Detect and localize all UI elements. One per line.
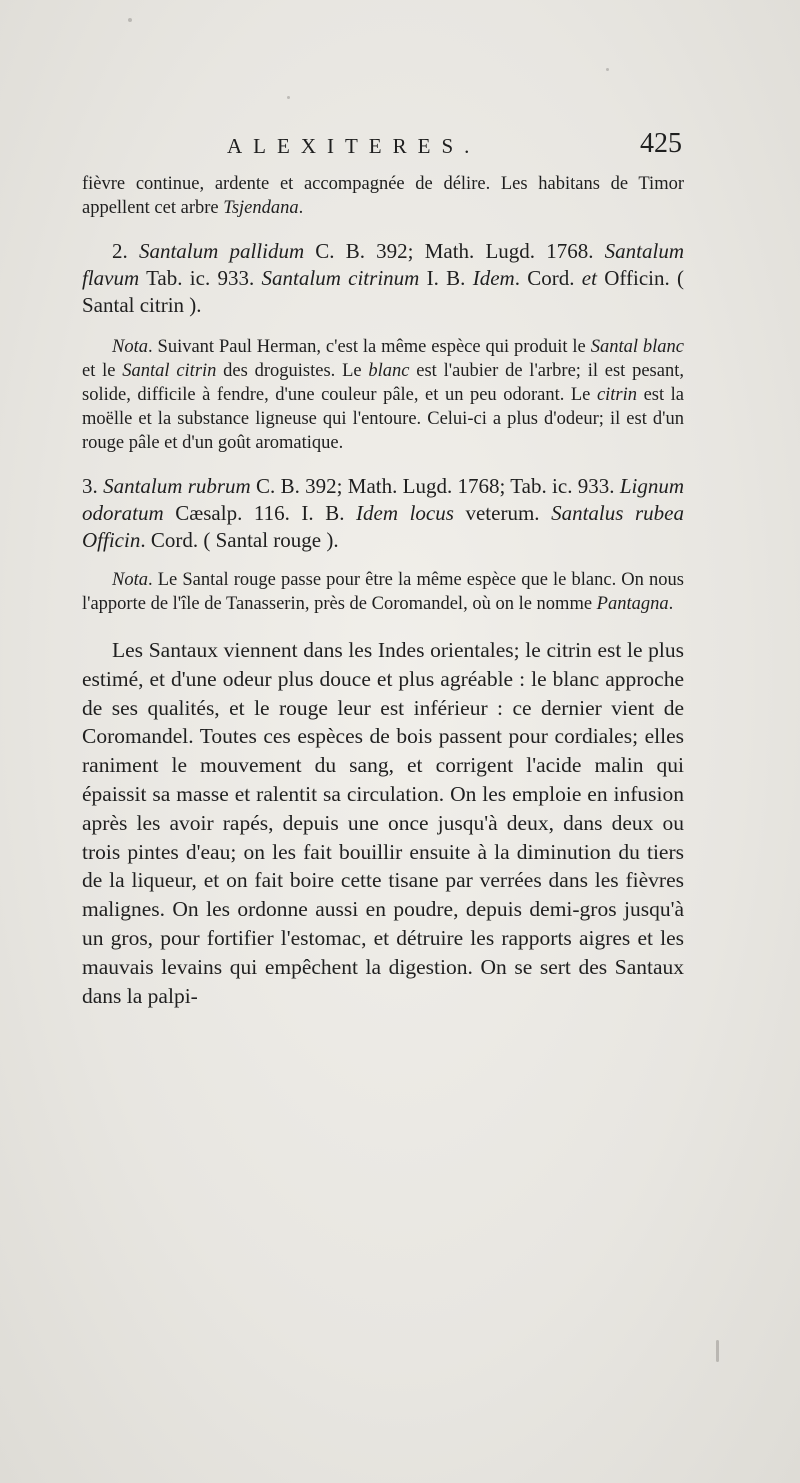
text-run: Officin. ( Santal citrin ). [82, 266, 685, 317]
ink-speck [606, 68, 609, 71]
text-run: des droguistes. Le [216, 361, 369, 381]
paragraph-nota-citrin [82, 335, 684, 455]
ink-speck [716, 1340, 719, 1362]
italic-text: et [581, 266, 597, 290]
italic-text: Santal citrin [122, 361, 217, 381]
paragraph-santaux [82, 636, 684, 1010]
text-run: fièvre continue, ardente et accompagnée de délire. Les habitans de Timor appellent cet arbre [82, 174, 684, 218]
italic-text: Santalum rubrum [103, 474, 251, 498]
text-run: Les Santaux viennent dans les Indes orientales; le citrin est le plus estimé, et d'une odeur plus douce et plus agréable : le blanc approche de ses qualités, et le rouge leur est inférieur : ce dernier vient de Coromandel. Toutes ces espèces de bois passent pour cordiales; elles raniment le mouvement du sang, et corrigent l'acide malin qui épaissit sa masse et ralentit sa circulation. On les emploie en infusion après les avoir rapés, depuis une once jusqu'à deux, dans deux ou trois pintes d'eau; on les fait bouillir ensuite à la diminution du tiers de la liqueur, et on fait boire cette tisane par verrées dans les fièvres malignes. On les ordonne aussi en poudre, depuis demi-gros jusqu'à un gros, pour fortifier l'estomac, et détruire les rapports aigres et les mauvais levains qui empêchent la digestion. On se sert des Santaux dans la palpi- [82, 638, 684, 1008]
text-run: C. B. 392; Math. Lugd. 1768. [304, 239, 605, 263]
paragraph-santalum-rubrum [82, 473, 684, 554]
italic-text: Nota [112, 337, 148, 357]
italic-text: citrin [596, 385, 638, 405]
italic-text: Santal blanc [590, 337, 684, 357]
italic-text: Santalum flavum [82, 239, 684, 290]
text-run: . Cord. ( Santal rouge ). [140, 528, 339, 552]
italic-text: Nota [112, 570, 148, 590]
italic-text: Santalum citrinum [261, 266, 420, 290]
text-run: . Suivant Paul Herman, c'est la même espèce qui produit le [147, 337, 591, 357]
italic-text: Santalum pallidum [138, 239, 305, 263]
text-run: . [668, 594, 674, 614]
text-run: C. B. 392; Math. Lugd. 1768; Tab. ic. 933. [250, 474, 620, 498]
paragraph-nota-rouge [82, 568, 684, 616]
italic-text: Lignum odoratum [82, 474, 684, 525]
running-title: ALEXITERES. [227, 134, 481, 158]
ink-speck [128, 18, 132, 22]
page-header [82, 128, 682, 168]
text-run: 2. [112, 239, 139, 263]
text-run: . Le Santal rouge passe pour être la même espèce que le blanc. On nous l'apporte de l'île de Tanasserin, près de Coromandel, où on le nomme [82, 570, 684, 614]
text-run: 3. [82, 474, 104, 498]
paragraph-fievre [82, 172, 684, 220]
ink-speck [287, 96, 290, 99]
paragraph-santalum-pallidum [82, 238, 684, 319]
italic-text: Tsjendana [223, 198, 299, 218]
text-run: et le [82, 361, 123, 381]
italic-text: Idem [472, 266, 515, 290]
text-run: Tab. ic. 933. [139, 266, 262, 290]
page-number: 425 [640, 128, 682, 159]
italic-text: blanc [368, 361, 410, 381]
italic-text: Idem locus [356, 501, 454, 525]
italic-text: Santalus rubea [551, 501, 684, 525]
text-run: . Cord. [514, 266, 582, 290]
italic-text: Pantagna [596, 594, 669, 614]
text-run: est l'aubier de l'arbre; il est pesant, solide, difficile à fendre, d'une couleur pâle, et un peu odorant. Le [82, 361, 684, 405]
text-run: I. B. [419, 266, 473, 290]
text-run: est la moëlle et la substance ligneuse qui l'entoure. Celui-ci a plus d'odeur; il est d'un rouge pâle et d'un goût aromatique. [82, 385, 684, 453]
page-body [82, 172, 684, 1010]
text-run: veterum. [453, 501, 552, 525]
text-run: . [298, 198, 304, 218]
italic-text: Officin [82, 528, 141, 552]
text-run: Cæsalp. 116. I. B. [163, 501, 357, 525]
